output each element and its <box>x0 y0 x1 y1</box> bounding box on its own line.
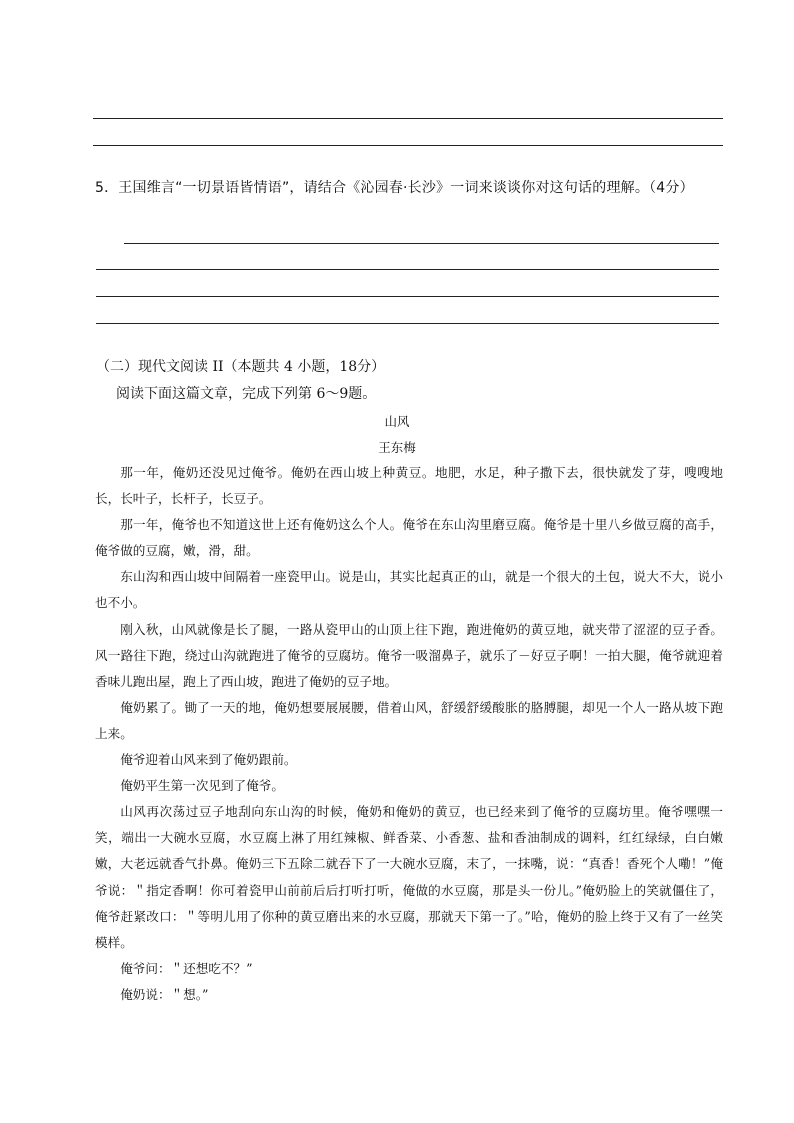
article-paragraph: 那一年，俺爷也不知道这世上还有俺奶这么个人。俺爷在东山沟里磨豆腐。俺爷是十里八乡做豆腐的高手，俺爷做的豆腐，嫩，滑，甜。 <box>95 517 723 559</box>
article-paragraph: 东山沟和西山坡中间隔着一座瓷甲山。说是山，其实比起真正的山，就是一个很大的土包，说大不大，说小也不小。 <box>95 569 723 611</box>
answer-line <box>124 243 719 244</box>
article-paragraph: 俺爷问：＂还想吃不？” <box>120 960 253 976</box>
article-paragraph: 刚入秋，山风就像是长了腿，一路从瓷甲山的山顶上往下跑，跑进俺奶的黄豆地，就夹带了涩涩的豆子香。风一路往下跑，绕过山沟就跑进了俺爷的豆腐坊。俺爷一吸溜鼻子，就乐了－好豆子啊！一拍大腿，俺爷就迎着香味儿跑出屋，跑上了西山坡，跑进了俺奶的豆子地。 <box>95 621 723 689</box>
answer-line <box>93 145 723 146</box>
answer-line <box>93 118 723 119</box>
answer-line <box>96 269 719 270</box>
answer-line <box>96 323 719 324</box>
article-paragraph: 俺奶累了。锄了一天的地，俺奶想要展展腰，借着山风，舒缓舒缓酸胀的胳膊腿，却见一个人一路从坡下跑上来。 <box>95 699 723 741</box>
article-paragraph: 山风再次荡过豆子地刮向东山沟的时候，俺奶和俺奶的黄豆，也已经来到了俺爷的豆腐坊里。俺爷嘿嘿一笑，端出一大碗水豆腐，水豆腐上淋了用红辣椒、鲜香菜、小香葱、盐和香油制成的调料，红红绿绿，白白嫩嫩，大老远就香气扑鼻。俺奶三下五除二就吞下了一大碗水豆腐，末了，一抹嘴，说：“真香！香死个人嘞！”俺爷说：＂指定香啊！你可着瓷甲山前前后后打听打听，俺做的水豆腐，那是头一份儿。”俺奶脸上的笑就僵住了，俺爷赶紧改口：＂等明儿用了你种的黄豆磨出来的水豆腐，那就天下第一了。”哈，俺奶的脸上终于又有了一丝笑模样。 <box>95 804 723 950</box>
article-paragraph: 俺爷迎着山风来到了俺奶跟前。 <box>120 752 297 768</box>
article-paragraph: 俺奶平生第一次见到了俺爷。 <box>120 778 284 794</box>
article-paragraph: 那一年，俺奶还没见过俺爷。俺奶在西山坡上种黄豆。地肥，水足，种子撒下去，很快就发了芽，嗖嗖地长，长叶子，长杆子，长豆子。 <box>95 465 723 507</box>
article-body <box>95 460 723 1008</box>
article-paragraph: 俺奶说：＂想。” <box>120 986 209 1002</box>
section-heading: （二）现代文阅读 II（本题共 4 小题，18分） <box>96 359 386 375</box>
article-title: 山风 <box>384 414 410 429</box>
question-5: 5．王国维言“一切景语皆情语”，请结合《沁园春·长沙》一词来谈谈你对这句话的理解。（4分） <box>95 180 694 196</box>
reading-instruction: 阅读下面这篇文章，完成下列第 6～9题。 <box>116 386 377 402</box>
answer-line <box>96 296 719 297</box>
article-author: 王东梅 <box>378 440 416 455</box>
